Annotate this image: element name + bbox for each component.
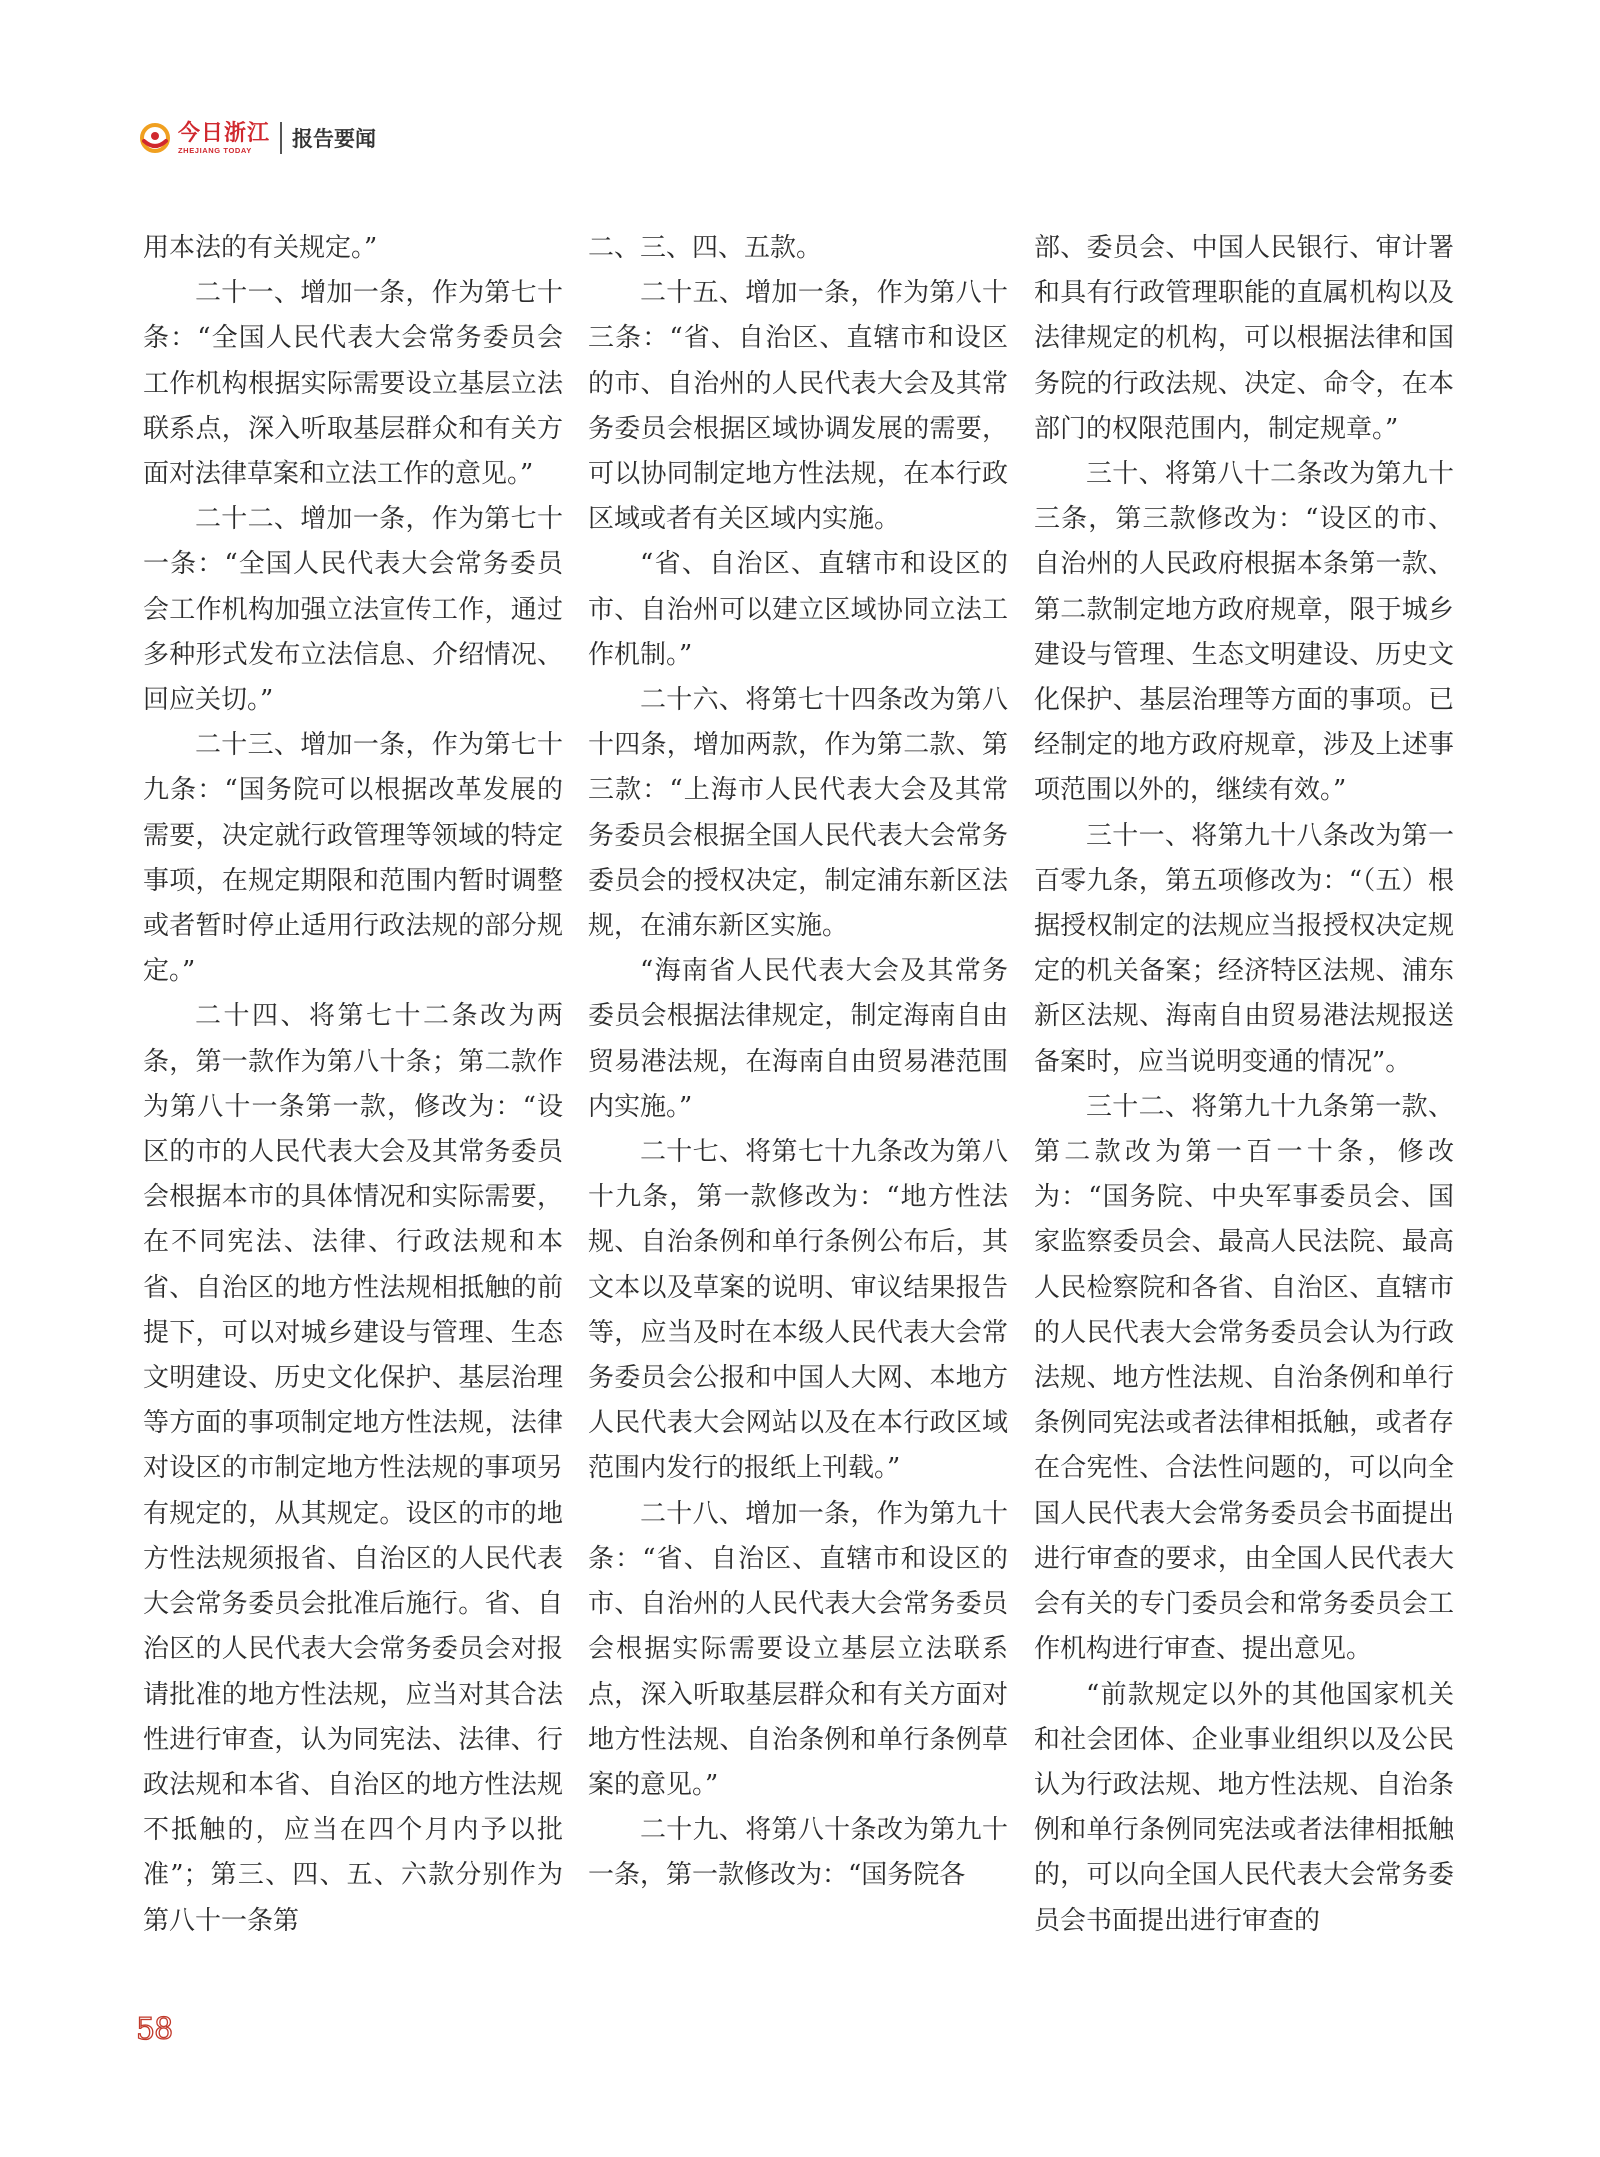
paragraph: 三十、将第八十二条改为第九十三条，第三款修改为：“设区的市、自治州的人民政府根据本条第一款、第二款制定地方政府规章，限于城乡建设与管理、生态文明建设、历史文化保护、基层治理等方面的事项。已经制定的地方政府规章，涉及上述事项范围以外的，继续有效。”	[1034, 459, 1454, 806]
text-column-3	[1034, 226, 1454, 1944]
paragraph: 部、委员会、中国人民银行、审计署和具有行政管理职能的直属机构以及法律规定的机构，可以根据法律和国务院的行政法规、决定、命令，在本部门的权限范围内，制定规章。”	[1034, 233, 1454, 444]
logo	[138, 121, 270, 155]
paragraph: 二十九、将第八十条改为第九十一条，第一款修改为：“国务院各	[588, 1815, 1008, 1891]
paragraph: 二十二、增加一条，作为第七十一条：“全国人民代表大会常务委员会工作机构加强立法宣传工作，通过多种形式发布立法信息、介绍情况、回应关切。”	[143, 504, 563, 716]
logo-sun-icon	[138, 121, 172, 155]
paragraph: 二十八、增加一条，作为第九十条：“省、自治区、直辖市和设区的市、自治州的人民代表大会常务委员会根据实际需要设立基层立法联系点，深入听取基层群众和有关方面对地方性法规、自治条例和单行条例草案的意见。”	[588, 1498, 1008, 1800]
logo-chinese-name: 今日浙江	[178, 119, 271, 146]
logo-english-name: ZHEJIANG TODAY	[178, 145, 252, 155]
paragraph: “海南省人民代表大会及其常务委员会根据法律规定，制定海南自由贸易港法规，在海南自由贸易港范围内实施。”	[588, 956, 1008, 1122]
paragraph: 三十一、将第九十八条改为第一百零九条，第五项修改为：“（五）根据授权制定的法规应当报授权决定规定的机关备案；经济特区法规、浦东新区法规、海南自由贸易港法规报送备案时，应当说明变通的情况”。	[1034, 820, 1454, 1077]
text-column-1	[143, 226, 563, 1944]
paragraph: 二十六、将第七十四条改为第八十四条，增加两款，作为第二款、第三款：“上海市人民代表大会及其常务委员会根据全国人民代表大会常务委员会的授权决定，制定浦东新区法规，在浦东新区实施。	[588, 685, 1008, 942]
page-number: 58	[136, 2012, 173, 2047]
paragraph: 三十二、将第九十九条第一款、第二款改为第一百一十条，修改为：“国务院、中央军事委员会、国家监察委员会、最高人民法院、最高人民检察院和各省、自治区、直辖市的人民代表大会常务委员会认为行政法规、地方性法规、自治条例和单行条例同宪法或者法律相抵触，或者存在合宪性、合法性问题的，可以向全国人民代表大会常务委员会书面提出进行审查的要求，由全国人民代表大会有关的专门委员会和常务委员会工作机构进行审查、提出意见。	[1034, 1091, 1454, 1665]
header-divider	[280, 122, 282, 154]
paragraph: 二十五、增加一条，作为第八十三条：“省、自治区、直辖市和设区的市、自治州的人民代表大会及其常务委员会根据区域协调发展的需要，可以协同制定地方性法规，在本行政区域或者有关区域内实施。	[588, 278, 1008, 535]
paragraph: 二十三、增加一条，作为第七十九条：“国务院可以根据改革发展的需要，决定就行政管理等领域的特定事项，在规定期限和范围内暂时调整或者暂时停止适用行政法规的部分规定。”	[143, 730, 563, 987]
paragraph: “前款规定以外的其他国家机关和社会团体、企业事业组织以及公民认为行政法规、地方性法规、自治条例和单行条例同宪法或者法律相抵触的，可以向全国人民代表大会常务委员会书面提出进行审查的	[1034, 1679, 1454, 1936]
section-title: 报告要闻	[292, 127, 377, 151]
paragraph: 用本法的有关规定。”	[143, 233, 378, 263]
text-column-2	[588, 226, 1008, 1899]
paragraph: 二十四、将第七十二条改为两条，第一款作为第八十条；第二款作为第八十一条第一款，修改为：“设区的市的人民代表大会及其常务委员会根据本市的具体情况和实际需要，在不同宪法、法律、行政法规和本省、自治区的地方性法规相抵触的前提下，可以对城乡建设与管理、生态文明建设、历史文化保护、基层治理等方面的事项制定地方性法规，法律对设区的市制定地方性法规的事项另有规定的，从其规定。设区的市的地方性法规须报省、自治区的人民代表大会常务委员会批准后施行。省、自治区的人民代表大会常务委员会对报请批准的地方性法规，应当对其合法性进行审查，认为同宪法、法律、行政法规和本省、自治区的地方性法规不抵触的，应当在四个月内予以批准”；第三、四、五、六款分别作为第八十一条第	[143, 1001, 563, 1936]
paragraph: 二十七、将第七十九条改为第八十九条，第一款修改为：“地方性法规、自治条例和单行条例公布后，其文本以及草案的说明、审议结果报告等，应当及时在本级人民代表大会常务委员会公报和中国人大网、本地方人民代表大会网站以及在本行政区域范围内发行的报纸上刊载。”	[588, 1137, 1008, 1484]
paragraph: 二、三、四、五款。	[588, 233, 823, 263]
paragraph: 二十一、增加一条，作为第七十条：“全国人民代表大会常务委员会工作机构根据实际需要设立基层立法联系点，深入听取基层群众和有关方面对法律草案和立法工作的意见。”	[143, 278, 563, 490]
page-header	[138, 118, 376, 158]
paragraph: “省、自治区、直辖市和设区的市、自治州可以建立区域协同立法工作机制。”	[588, 549, 1008, 670]
